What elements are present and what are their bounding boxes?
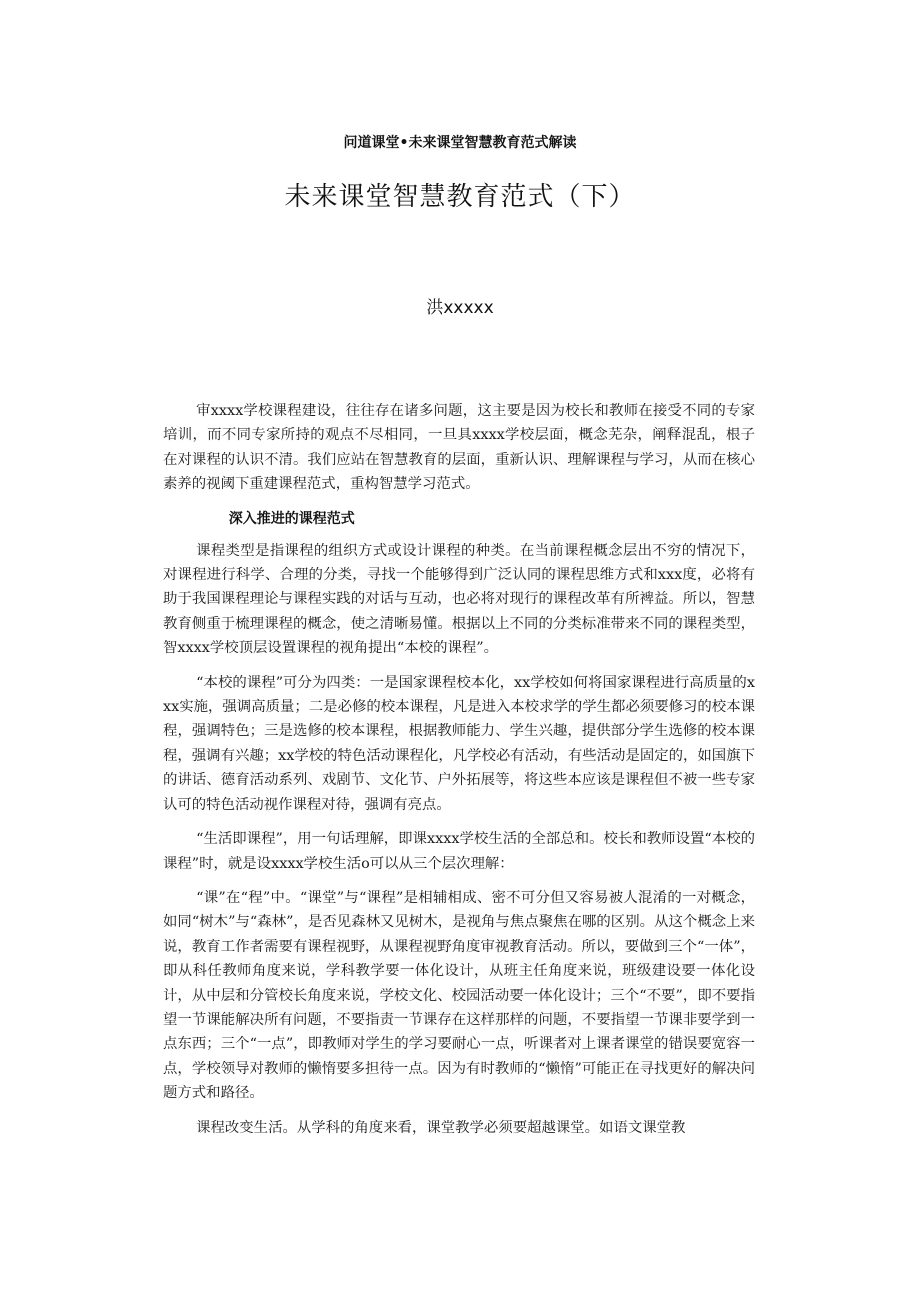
series-title: 问道课堂•未来课堂智慧教育范式解读	[343, 135, 577, 151]
paragraph-course-types: 课程类型是指课程的组织方式或设计课程的种类。在当前课程概念层出不穷的情况下，对课程进行科学、合理的分类，寻找一个能够得到广泛认同的课程思维方式和xxx度，必将有助于我国课程理论与课程实践的对话与互动，也必将对现行的课程改革有所裨益。所以，智慧教育侧重于梳理课程的概念，使之清晰易懂。根据以上不同的分类标准带来不同的课程类型，智xxxx学校顶层设置课程的视角提出“本校的课程”。	[163, 542, 755, 657]
paragraph-curriculum-changes-life: 课程改变生活。从学科的角度来看，课堂教学必须要超越课堂。如语文课堂教	[196, 1119, 686, 1136]
article-title: 未来课堂智慧教育范式（下）	[284, 182, 636, 212]
article-body	[163, 399, 755, 1150]
author-name: 洪xxxxx	[426, 298, 494, 318]
section-heading: 深入推进的课程范式	[228, 510, 355, 527]
paragraph-four-categories: “本校的课程”可分为四类：一是国家课程校本化，xx学校如何将国家课程进行高质量的xxx实施，强调高质量；二是必修的校本课程，凡是进入本校求学的学生都必须要修习的校本课程，强调特色；三是选修的校本课程，根据教师能力、学生兴趣，提供部分学生选修的校本课程，强调有兴趣；xx学校的特色活动课程化，凡学校必有活动，有些活动是固定的，如国旗下的讲话、德育活动系列、戏剧节、文化节、户外拓展等，将这些本应该是课程但不被一些专家认可的特色活动视作课程对待，强调有亮点。	[163, 674, 755, 813]
intro-paragraph: 审xxxx学校课程建设，往往存在诸多问题，这主要是因为校长和教师在接受不同的专家培训，而不同专家所持的观点不尽相同，一旦具xxxx学校层面，概念芜杂，阐释混乱，根子在对课程的认识不清。我们应站在智慧教育的层面，重新认识、理解课程与学习，从而在核心素养的视阈下重建课程范式，重构智慧学习范式。	[163, 403, 755, 493]
paragraph-class-in-curriculum: “课”在“程”中。“课堂”与“课程”是相辅相成、密不可分但又容易被人混淆的一对概念，如同“树木”与“森林”，是否见森林又见树木，是视角与焦点聚焦在哪的区别。从这个概念上来说，教育工作者需要有课程视野，从课程视野角度审视教育活动。所以，要做到三个“一体”，即从科任教师角度来说，学科教学要一体化设计，从班主任角度来说，班级建设要一体化设计，从中层和分管校长角度来说，学校文化、校园活动要一体化设计；三个“不要”，即不要指望一节课能解决所有问题，不要指责一节课存在这样那样的问题，不要指望一节课非要学到一点东西；三个“一点”，即教师对学生的学习要耐心一点，听课者对上课者课堂的错误要宽容一点，学校领导对教师的懒惰要多担待一点。因为有时教师的“懒惰”可能正在寻找更好的解决问题方式和路径。	[163, 889, 755, 1102]
paragraph-life-is-curriculum: “生活即课程”，用一句话理解，即课xxxx学校生活的全部总和。校长和教师设置“本校的课程”时，就是设xxxx学校生活o可以从三个层次理解：	[163, 831, 755, 872]
